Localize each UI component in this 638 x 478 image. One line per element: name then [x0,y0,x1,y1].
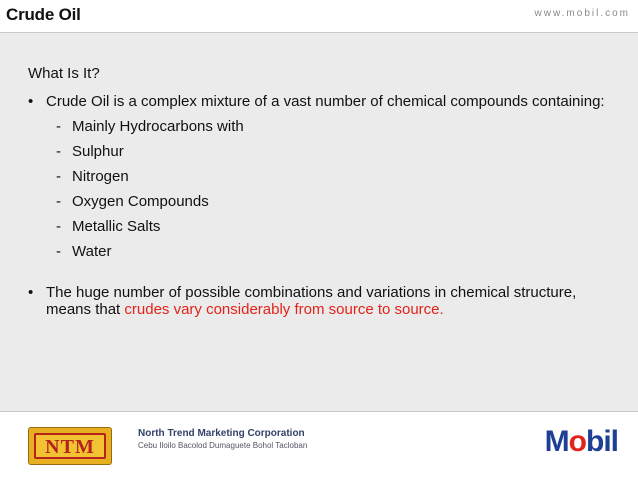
company-locations: Cebu Iloilo Bacolod Dumaguete Bohol Tacloban [138,441,308,450]
dash-icon: - [56,218,61,235]
company-name: North Trend Marketing Corporation [138,428,305,439]
mobil-logo-m: M [544,425,569,458]
bullet-text: The huge number of possible combinations and variations in chemical structure, means that [46,284,577,318]
list-item: - Oxygen Compounds [56,193,209,210]
bullet-dot-icon: • [28,284,34,301]
slide-header [0,0,638,32]
content-panel [0,32,638,412]
list-item: - Metallic Salts [56,218,161,235]
dash-icon: - [56,243,61,260]
dash-icon: - [56,168,61,185]
ntm-logo-text: NTM [45,436,95,458]
bullet-dot-icon: • [28,93,34,110]
list-item: - Sulphur [56,143,124,160]
bullet-item [28,284,618,318]
content-body [28,65,618,318]
list-item: - Water [56,243,112,260]
mobil-logo-rest: bil [586,425,618,458]
dash-icon: - [56,143,61,160]
compound-list [28,118,618,260]
list-item: - Mainly Hydrocarbons with [56,118,244,135]
bullet-text: Crude Oil is a complex mixture of a vast number of chemical compounds containing: [46,93,605,110]
mobil-logo [545,425,618,459]
list-item: - Nitrogen [56,168,129,185]
section-heading: What Is It? [28,65,100,82]
mobil-logo-o: o [568,425,586,458]
ntm-logo [28,427,112,465]
highlighted-text: crudes vary considerably from source to source. [124,301,444,318]
slide-footer [0,412,638,478]
ntm-logo-frame [34,433,106,459]
dash-icon: - [56,118,61,135]
slide-title: Crude Oil [6,5,81,24]
bullet-item [28,93,618,110]
dash-icon: - [56,193,61,210]
site-url[interactable]: www.mobil.com [534,8,630,19]
